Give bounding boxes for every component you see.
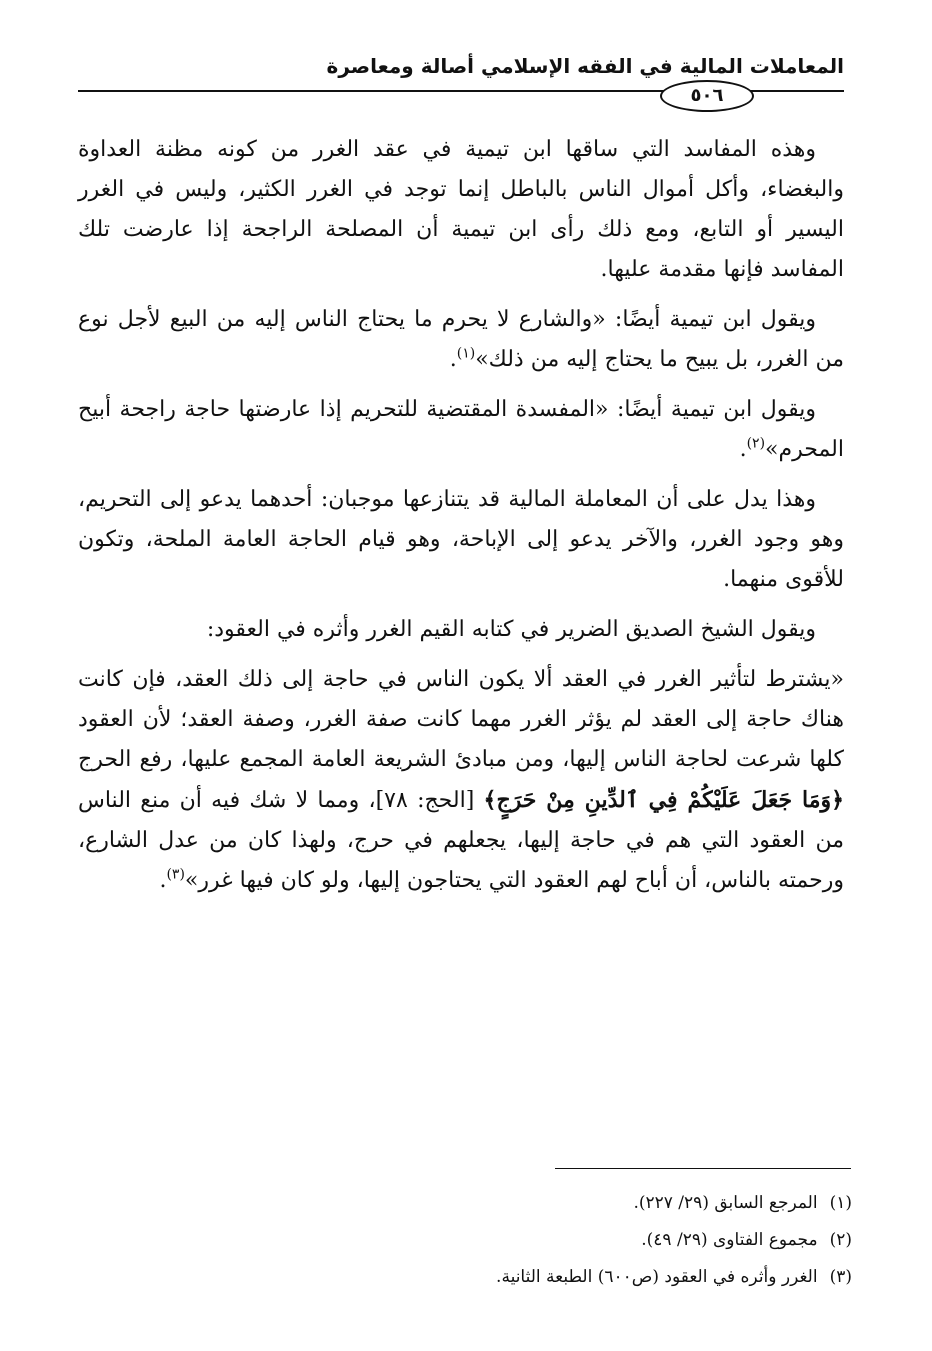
paragraph-6-before: «يشترط لتأثير الغرر في العقد ألا يكون الناس في حاجة إلى ذلك العقد، فإن كانت هناك حاجة إلى العقد لم يؤثر الغرر مهما كانت صفة الغرر، وصفة العقد؛ لأن العقود كلها شرعت لحاجة الناس إليها، ومن مبادئ الشريعة العامة المجمع عليها، رفع الحرج (78, 667, 844, 772)
paragraph-2-end: . (449, 347, 457, 372)
paragraph-3 (78, 390, 844, 470)
paragraph-6-quote (78, 660, 844, 901)
paragraph-6-end: . (159, 868, 167, 893)
body-text (78, 130, 844, 911)
paragraph-4: وهذا يدل على أن المعاملة المالية قد يتنازعها موجبان: أحدهما يدعو إلى التحريم، وهو وجود الغرر، والآخر يدعو إلى الإباحة، وهو قيام الحاجة العامة الملحة، وتكون للأقوى منهما. (78, 487, 844, 592)
footnote-text: الغرر وأثره في العقود (ص٦٠٠) الطبعة الثانية. (496, 1267, 818, 1287)
page-number: ٥٠٦ (660, 80, 754, 112)
footnote-3 (86, 1259, 852, 1296)
paragraph-3-text: ويقول ابن تيمية أيضًا: «المفسدة المقتضية للتحريم إذا عارضتها حاجة راجحة أبيح المحرم» (78, 397, 844, 462)
running-head-title: المعاملات المالية في الفقه الإسلامي أصالة ومعاصرة (326, 54, 844, 78)
footnote-ref-3[interactable]: (٣) (166, 866, 185, 883)
footnote-ref-2[interactable]: (٢) (746, 435, 766, 452)
footnote-rule (555, 1168, 851, 1169)
paragraph-6-after: ، ومما لا شك فيه أن منع الناس من العقود التي هم في حاجة إليها، يجعلهم في حرج، ولهذا كان من عدل الشارع، ورحمته بالناس، أن أباح لهم العقود التي يحتاجون إليها، ولو كان فيها غرر» (78, 788, 844, 893)
paragraph-1: وهذه المفاسد التي ساقها ابن تيمية في عقد الغرر من كونه مظنة العداوة والبغضاء، وأكل أموال الناس بالباطل إنما توجد في الغرر الكثير، وليس في الغرر اليسير أو التابع، ومع ذلك رأى ابن تيمية أن المصلحة الراجحة إذا عارضت تلك المفاسد فإنها مقدمة عليها. (78, 137, 844, 282)
paragraph-2 (78, 300, 844, 380)
footnote-ref-1[interactable]: (١) (456, 345, 476, 362)
quran-citation: [الحج: ٧٨] (375, 788, 475, 813)
footnote-text: المرجع السابق (٢٩/ ٢٢٧). (633, 1193, 818, 1213)
footnote-text: مجموع الفتاوى (٢٩/ ٤٩). (641, 1230, 818, 1250)
footnote-1 (86, 1185, 852, 1222)
quran-verse: ﴿وَمَا جَعَلَ عَلَيْكُمْ فِي ٱلدِّينِ مِنْ حَرَجٍ﴾ (483, 787, 844, 813)
footnote-number: (١) (829, 1193, 852, 1213)
paragraph-3-end: . (739, 437, 747, 462)
footnotes (86, 1185, 852, 1296)
footnote-number: (٣) (829, 1267, 852, 1287)
paragraph-2-text: ويقول ابن تيمية أيضًا: «والشارع لا يحرم ما يحتاج الناس إليه من البيع لأجل نوع من الغرر، بل يبيح ما يحتاج إليه من ذلك» (78, 307, 844, 372)
footnote-number: (٢) (829, 1230, 852, 1250)
footnote-2 (86, 1222, 852, 1259)
paragraph-5: ويقول الشيخ الصديق الضرير في كتابه القيم الغرر وأثره في العقود: (206, 617, 816, 642)
